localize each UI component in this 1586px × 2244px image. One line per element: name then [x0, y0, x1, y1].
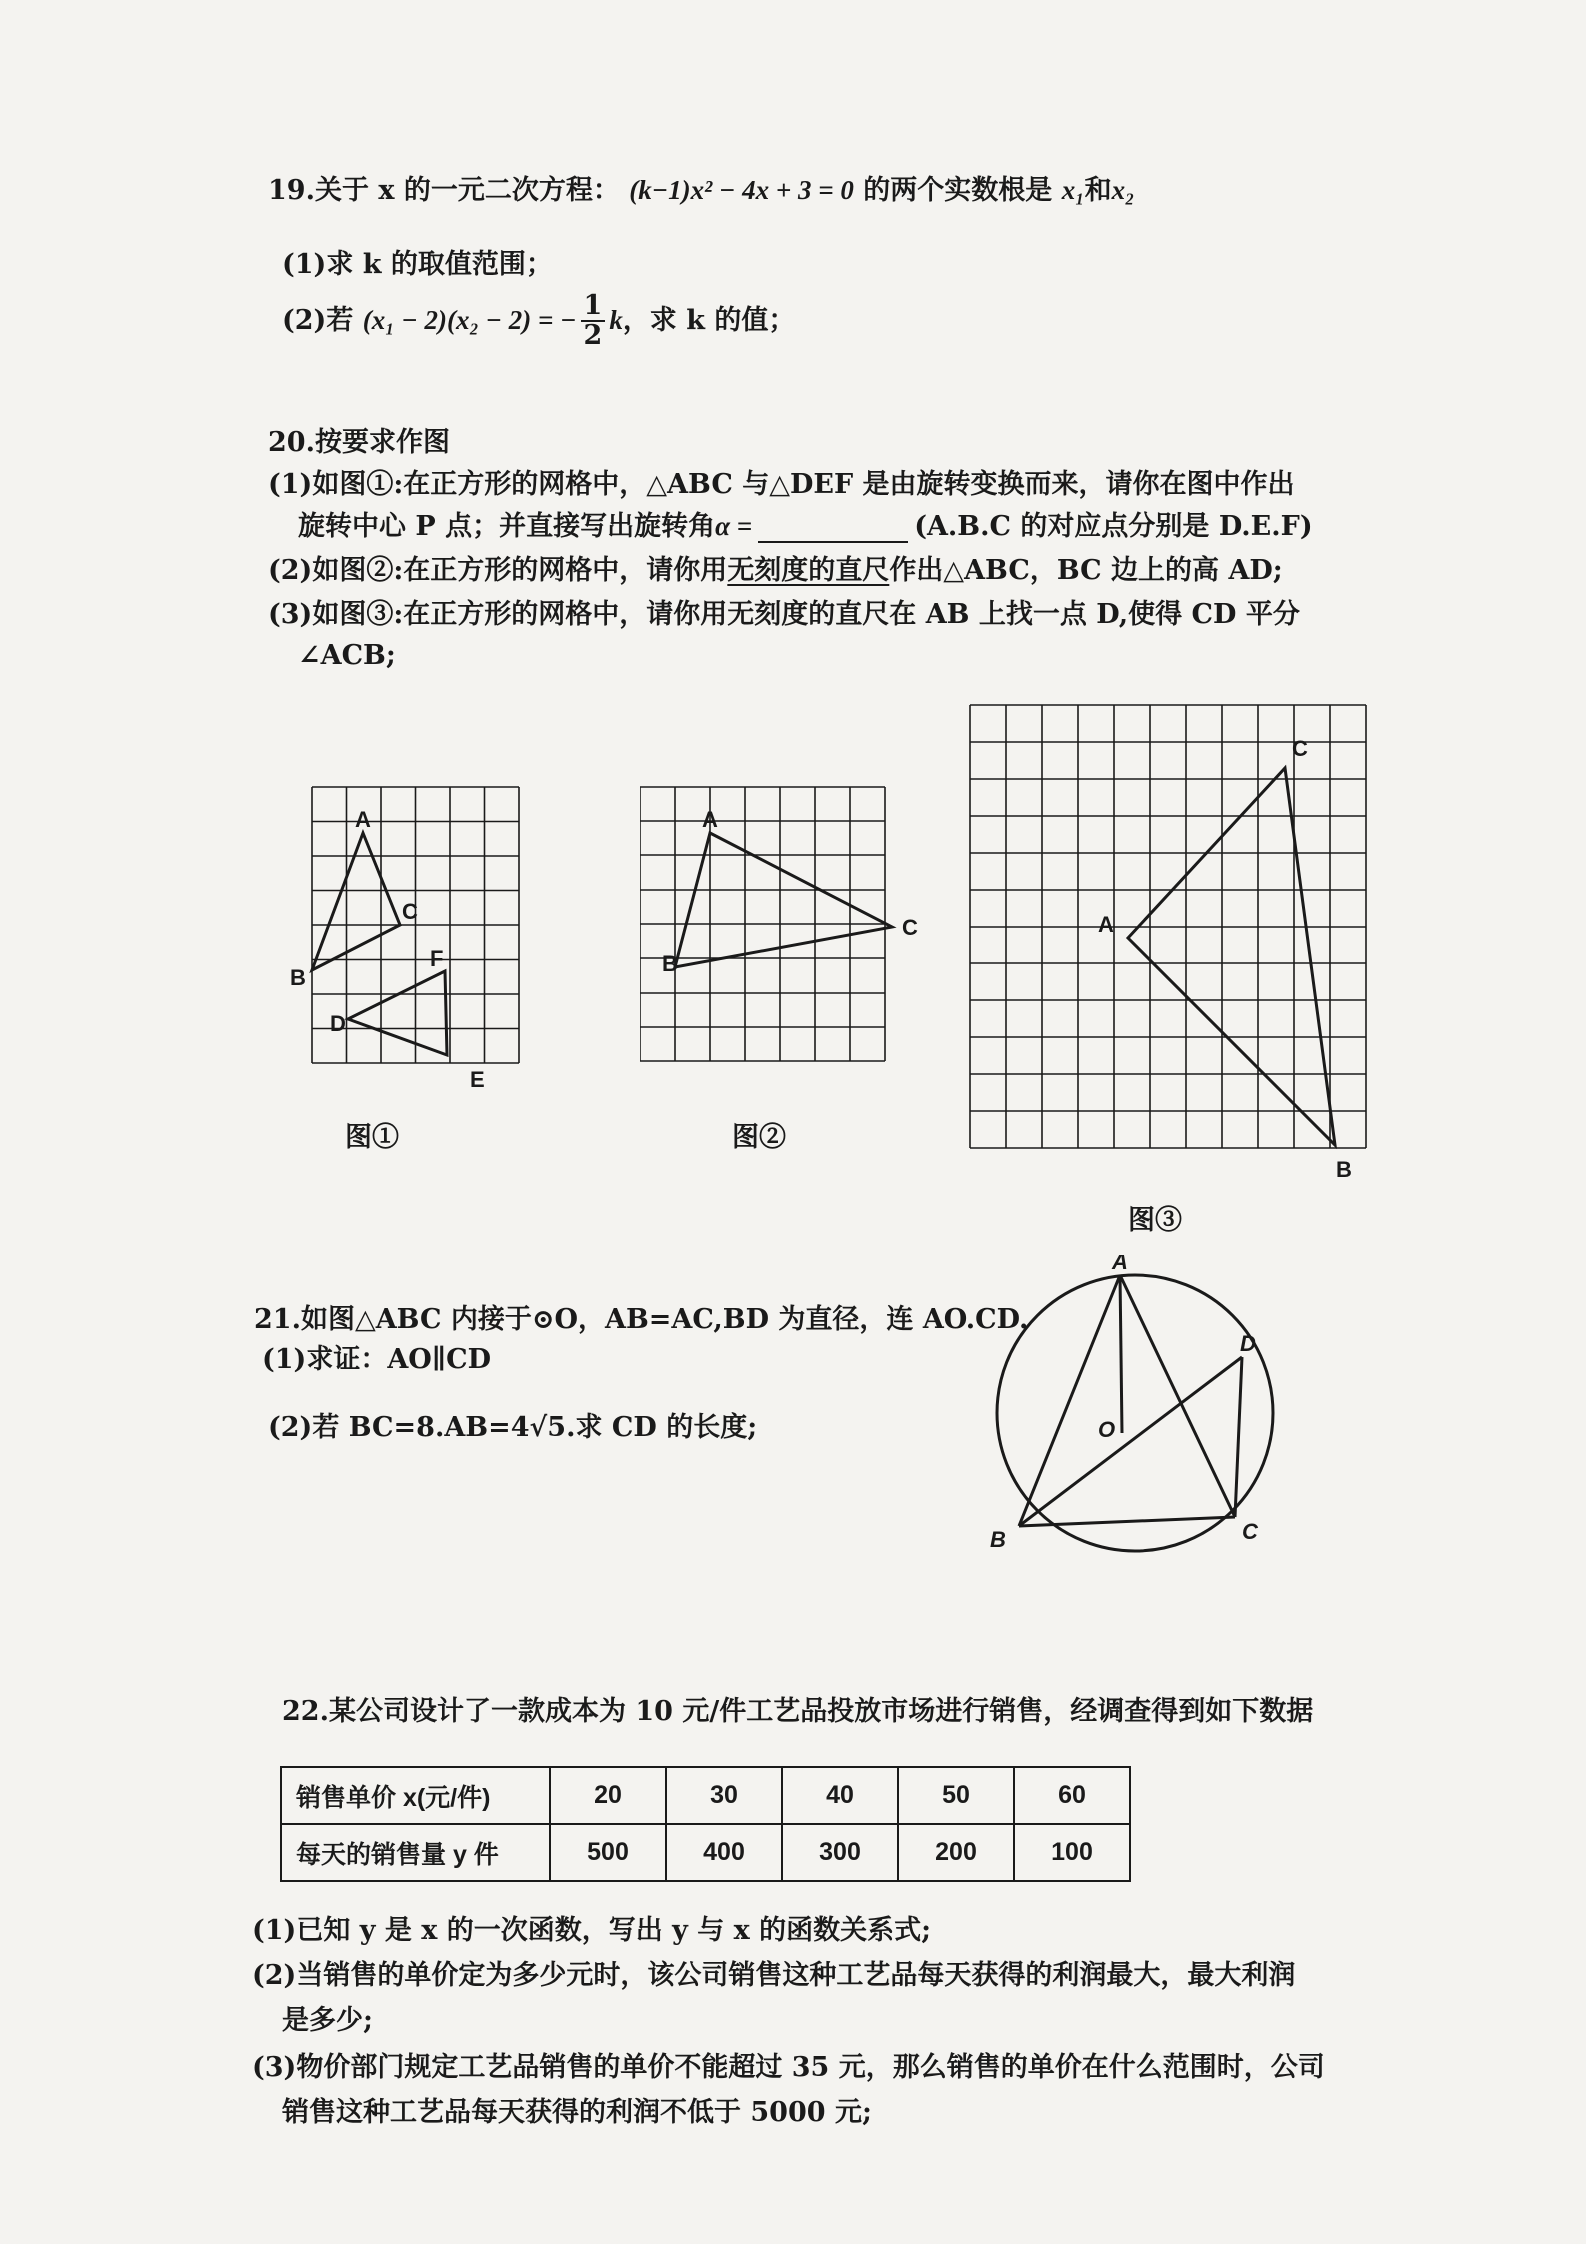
q20-answer-blank[interactable]	[758, 517, 908, 543]
table-cell: 20	[550, 1767, 666, 1824]
fig3-caption: 图③	[1128, 1205, 1182, 1236]
table-head-price: 销售单价 x(元/件)	[281, 1767, 550, 1824]
q19-fraction-num: 1	[581, 292, 606, 322]
q19-tail-b: 和	[1084, 175, 1112, 206]
q20-part2	[268, 548, 1283, 587]
q21-part2-b: .求 CD 的长度;	[566, 1412, 758, 1443]
circle-label-c: C	[1242, 1519, 1258, 1544]
table-cell: 400	[666, 1824, 782, 1881]
fig2-caption: 图②	[732, 1122, 786, 1153]
table-row	[281, 1824, 1130, 1881]
q19-fraction-den: 2	[583, 320, 603, 352]
fig3-label-c: C	[1292, 736, 1308, 761]
table-cell: 30	[666, 1767, 782, 1824]
fig1-caption: 图①	[345, 1122, 399, 1153]
triangle-abc-3	[1128, 768, 1335, 1145]
q21-part2	[268, 1405, 757, 1444]
segment-ac	[1120, 1275, 1235, 1517]
q19-root1: x₁	[1061, 175, 1085, 205]
q19-stem	[268, 168, 1135, 207]
fig3-label-b: B	[1336, 1157, 1352, 1182]
table-cell: 300	[782, 1824, 898, 1881]
q19-number: 19.	[268, 175, 315, 206]
fig1-label-b: B	[290, 965, 306, 990]
q20-alpha: α =	[715, 511, 753, 541]
q21-line1: 21.如图△ABC 内接于⊙O，AB=AC,BD 为直径，连 AO.CD.	[254, 1304, 1029, 1335]
q19-equation: (k−1)x² − 4x + 3 = 0	[629, 175, 854, 205]
fig1-label-a: A	[355, 807, 371, 832]
fig1-label-f: F	[430, 946, 444, 971]
q20-part2-b: 作出△ABC，BC 边上的高 AD;	[889, 555, 1283, 586]
q22-part3-line2: 销售这种工艺品每天获得的利润不低于 5000 元;	[282, 2097, 872, 2128]
q22-part2-line2: 是多少;	[282, 2005, 373, 2036]
segment-ao	[1120, 1275, 1122, 1433]
circle-figure	[980, 1255, 1310, 1565]
fig1-label-e: E	[470, 1067, 485, 1092]
fig2-label-b: B	[662, 951, 678, 976]
q22-intro: 22.某公司设计了一款成本为 10 元/件工艺品投放市场进行销售，经调查得到如下数据	[282, 1696, 1314, 1727]
q22-part3-line1: (3)物价部门规定工艺品销售的单价不能超过 35 元，那么销售的单价在什么范围时，公司	[252, 2052, 1325, 2083]
q21-part1: (1)求证：AO∥CD	[262, 1344, 491, 1375]
q21-part2-a: (2)若 BC=8.AB=4	[268, 1412, 530, 1443]
q19-part1: (1)求 k 的取值范围；	[282, 249, 553, 280]
fig1-label-c: C	[402, 899, 418, 924]
table-cell: 60	[1014, 1767, 1130, 1824]
q20-part1-line1: (1)如图①:在正方形的网格中，△ABC 与△DEF 是由旋转变换而来，请你在图中作出	[268, 469, 1295, 500]
circle-label-a: A	[1112, 1255, 1128, 1274]
q22-part1: (1)已知 y 是 x 的一次函数，写出 y 与 x 的函数关系式;	[252, 1915, 932, 1946]
figure-2	[640, 775, 960, 1075]
q19-part2-prefix: (2)若	[282, 304, 354, 336]
figure-1	[290, 775, 550, 1105]
segment-cd	[1235, 1357, 1242, 1517]
figure-2-grid	[640, 787, 885, 1061]
q20-part1-line2a: 旋转中心 P 点；并直接写出旋转角	[298, 511, 716, 542]
table-cell: 50	[898, 1767, 1014, 1824]
q19-fraction	[581, 292, 606, 351]
q20-part2-a: (2)如图②:在正方形的网格中，请你用	[268, 555, 728, 586]
q21-part2-sqrt: √5	[529, 1412, 567, 1443]
q19-part2-k: k	[609, 304, 623, 335]
table-cell: 500	[550, 1824, 666, 1881]
q20-part3-line1: (3)如图③:在正方形的网格中，请你用无刻度的直尺在 AB 上找一点 D,使得 CD 平分	[268, 599, 1300, 630]
table-cell: 100	[1014, 1824, 1130, 1881]
q19-root2: x₂	[1111, 175, 1135, 205]
q22-part2-line1: (2)当销售的单价定为多少元时，该公司销售这种工艺品每天获得的利润最大，最大利润	[252, 1960, 1296, 1991]
q19-tail-a: 的两个实数根是	[863, 175, 1053, 206]
circle-label-b: B	[990, 1527, 1006, 1552]
q20-part3-line2: ∠ACB;	[298, 640, 396, 671]
fig2-label-c: C	[902, 915, 918, 940]
q19-part2-suffix: ，求 k 的值；	[622, 304, 796, 336]
fig1-label-d: D	[330, 1011, 346, 1036]
triangle-abc-2	[675, 833, 892, 967]
q19-part2	[282, 292, 795, 351]
triangle-def	[348, 971, 447, 1055]
figure-3	[960, 700, 1380, 1190]
sales-table	[280, 1766, 1131, 1882]
q19-part2-expr: (x₁ − 2)(x₂ − 2) = −	[362, 304, 577, 335]
q20-part1-line2b: (A.B.C 的对应点分别是 D.E.F)	[914, 511, 1313, 542]
fig2-label-a: A	[702, 807, 718, 832]
table-cell: 40	[782, 1767, 898, 1824]
circle-label-o: O	[1098, 1417, 1116, 1442]
q19-intro: 关于 x 的一元二次方程：	[314, 175, 620, 206]
triangle-abc	[312, 833, 400, 970]
table-head-quantity: 每天的销售量 y 件	[281, 1824, 550, 1881]
q20-title: 20.按要求作图	[268, 427, 450, 458]
fig3-label-a: A	[1098, 912, 1114, 937]
table-row	[281, 1767, 1130, 1824]
q20-part1-line2	[298, 504, 1313, 543]
circle-label-d: D	[1240, 1331, 1256, 1356]
table-cell: 200	[898, 1824, 1014, 1881]
q20-part2-under: 无刻度的直尺	[727, 555, 890, 586]
